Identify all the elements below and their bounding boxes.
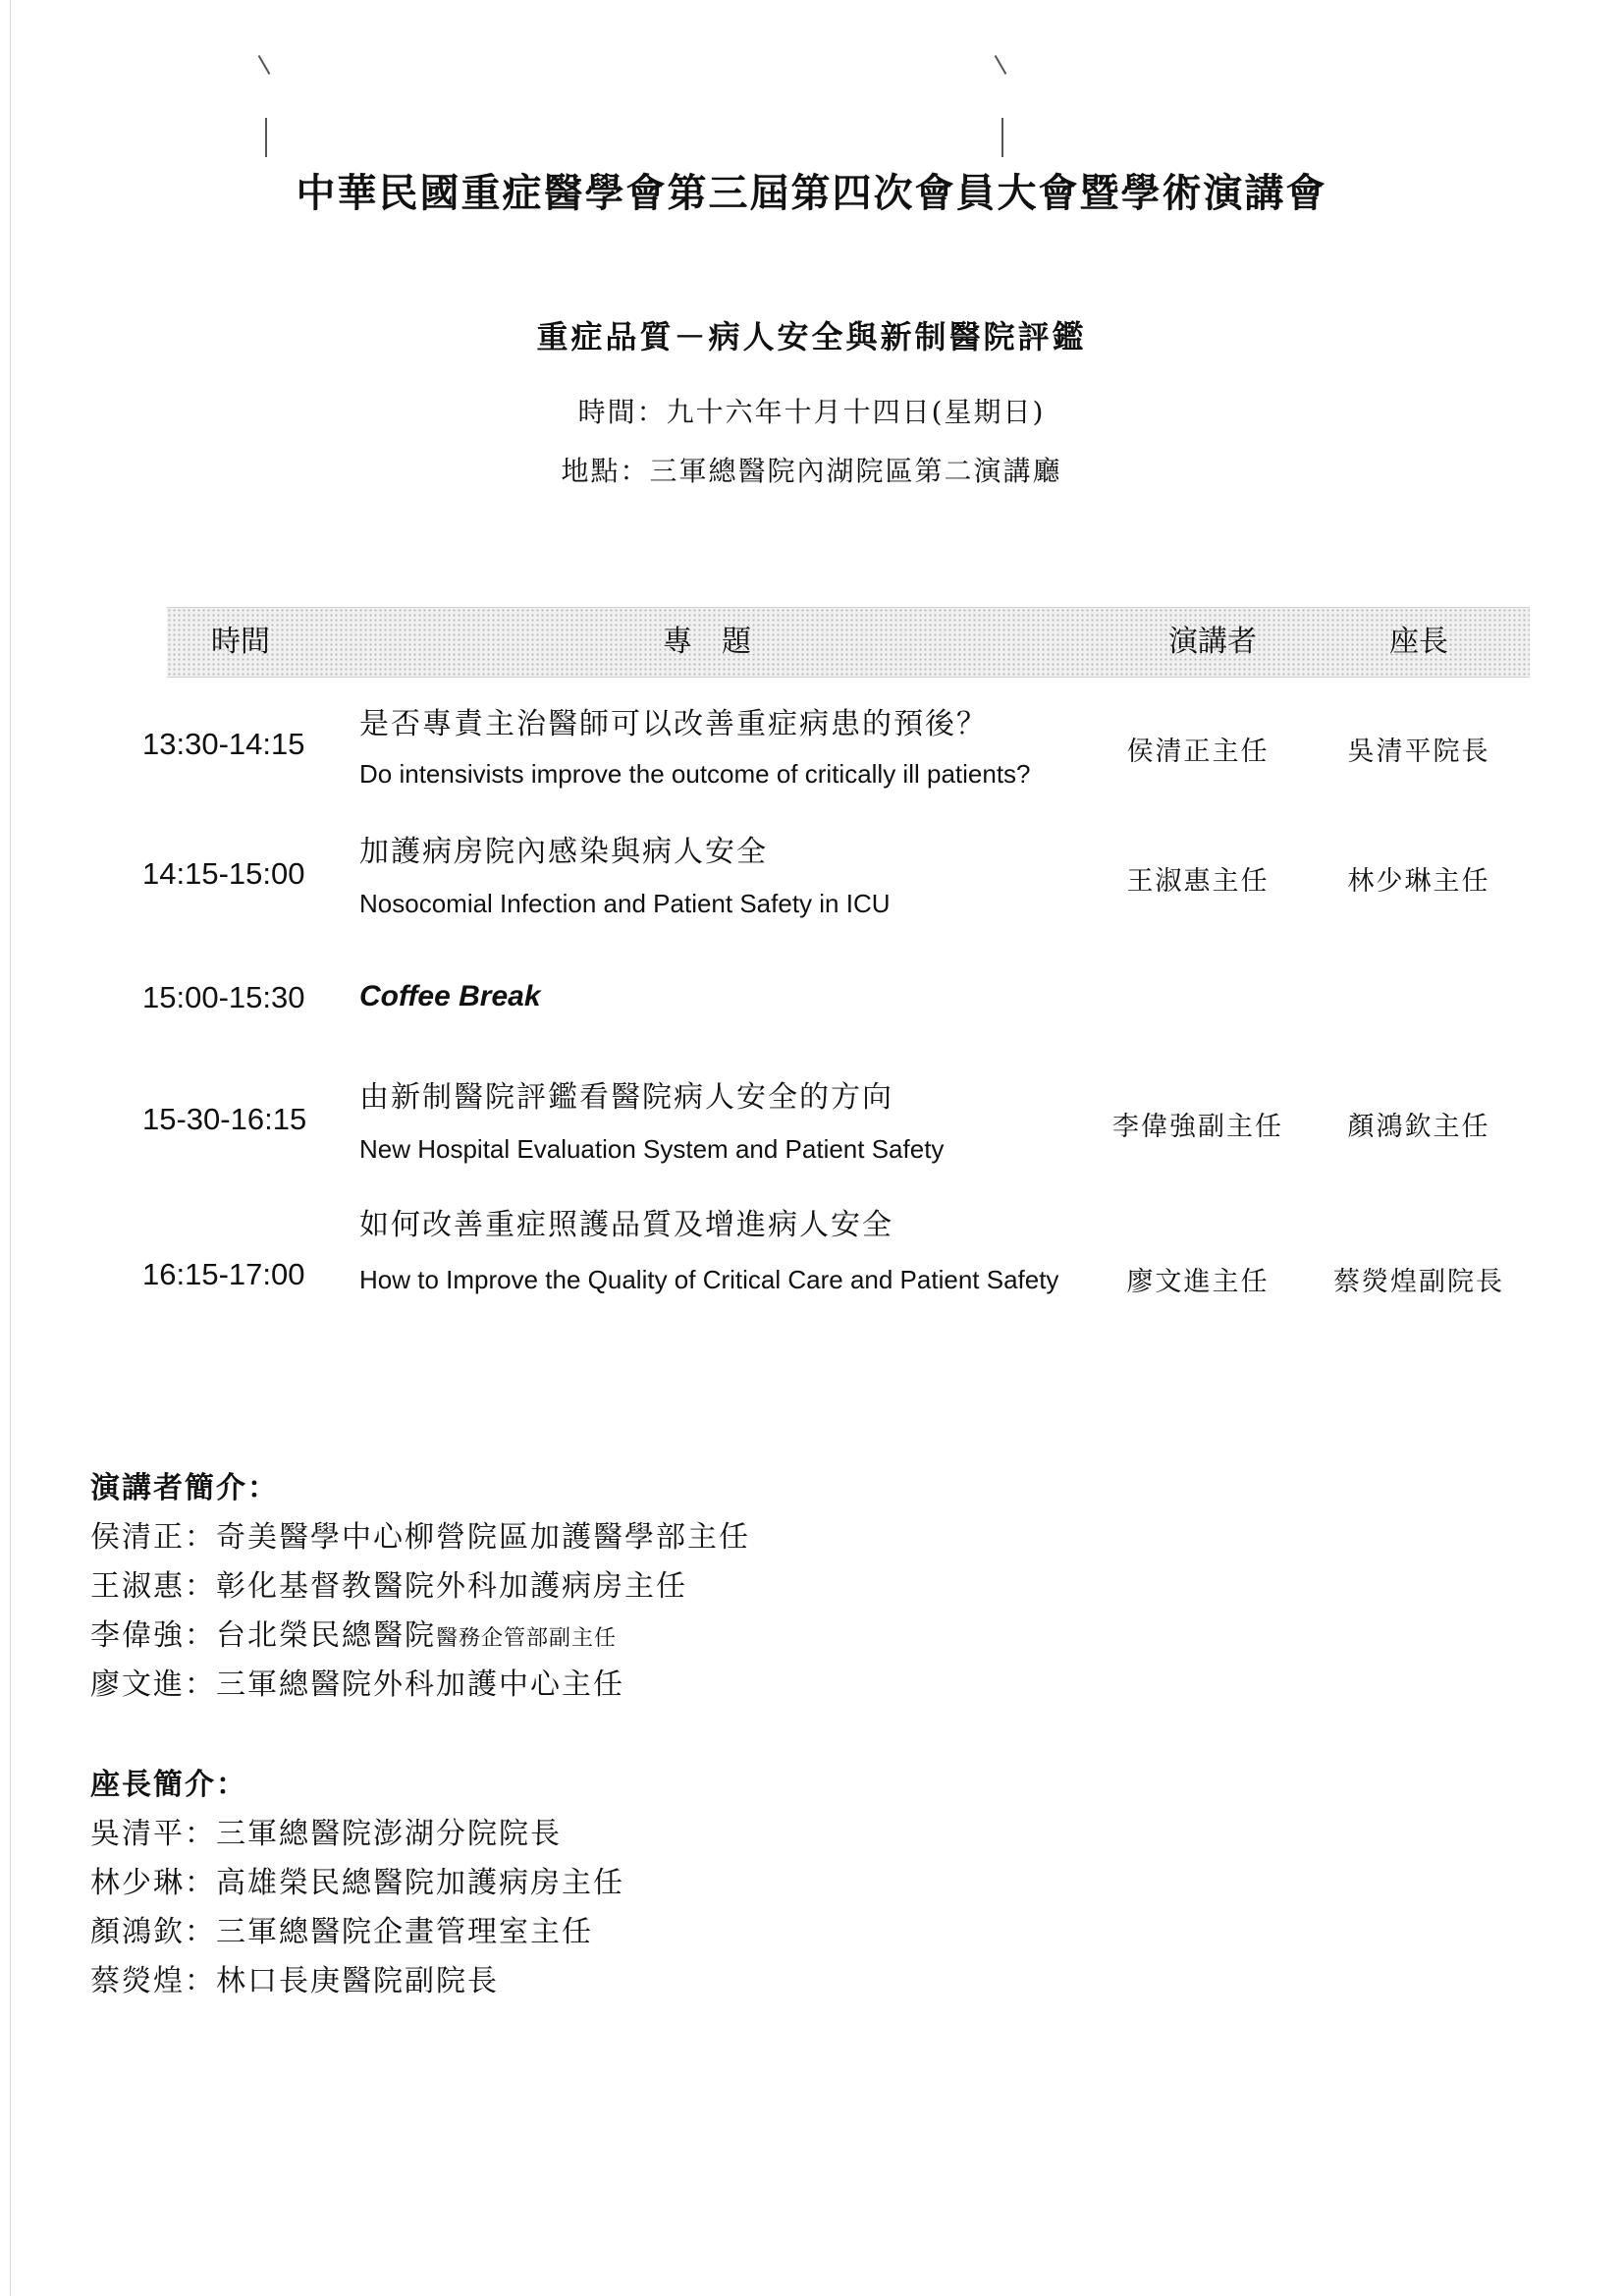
schedule-header <box>167 607 1530 678</box>
chair-bio: 顏鴻欽：三軍總醫院企畫管理室主任 <box>90 1915 593 1949</box>
session-speaker: 廖文進主任 <box>1126 1267 1270 1297</box>
session-time: 14:15-15:00 <box>142 856 305 891</box>
session-speaker: 李偉強副主任 <box>1112 1112 1283 1142</box>
session-chair: 顏鴻欽主任 <box>1347 1112 1490 1142</box>
page-subtitle: 重症品質－病人安全與新制醫院評鑑 <box>536 318 1087 355</box>
session-speaker: 侯清正主任 <box>1126 737 1270 767</box>
scan-mark <box>258 55 271 75</box>
header-time: 時間 <box>211 625 270 659</box>
scan-mark <box>995 55 1007 75</box>
scan-mark <box>265 118 267 157</box>
session-chair: 吳清平院長 <box>1347 737 1490 767</box>
session-time: 16:15-17:00 <box>142 1257 305 1291</box>
session-speaker: 王淑惠主任 <box>1126 866 1270 897</box>
session-topic-zh: 是否專責主治醫師可以改善重症病患的預後？ <box>359 707 988 741</box>
session-time: 15:00-15:30 <box>142 980 305 1014</box>
chair-bio: 蔡熒煌：林口長庚醫院副院長 <box>90 1964 499 1998</box>
session-topic-en: Nosocomial Infection and Patient Safety in ICU <box>359 889 891 918</box>
session-chair: 林少琳主任 <box>1347 866 1490 897</box>
speaker-bio-small: 醫務企管部副主任 <box>436 1626 618 1651</box>
chair-bio: 林少琳：高雄榮民總醫院加護病房主任 <box>90 1866 624 1900</box>
page-title: 中華民國重症醫學會第三屆第四次會員大會暨學術演講會 <box>296 170 1327 216</box>
coffee-break-label: Coffee Break <box>359 980 541 1012</box>
session-topic-zh: 如何改善重症照護品質及增進病人安全 <box>359 1208 893 1242</box>
session-topic-zh: 加護病房院內感染與病人安全 <box>359 835 768 869</box>
speaker-bio: 侯清正：奇美醫學中心柳營院區加護醫學部主任 <box>90 1520 750 1555</box>
speaker-bio-main: 李偉強：台北榮民總醫院 <box>90 1618 436 1653</box>
session-chair: 蔡熒煌副院長 <box>1333 1267 1504 1297</box>
date-line: 時間：九十六年十月十四日(星期日) <box>577 396 1046 428</box>
scan-mark <box>1001 118 1003 157</box>
header-topic: 專 題 <box>663 625 751 659</box>
header-speaker: 演講者 <box>1168 625 1257 659</box>
location-line: 地點：三軍總醫院內湖院區第二演講廳 <box>561 455 1062 487</box>
speaker-bio: 王淑惠：彰化基督教醫院外科加護病房主任 <box>90 1569 687 1604</box>
session-topic-en: Do intensivists improve the outcome of critically ill patients? <box>359 759 1031 789</box>
speaker-bio: 廖文進：三軍總醫院外科加護中心主任 <box>90 1667 624 1702</box>
session-topic-zh: 由新制醫院評鑑看醫院病人安全的方向 <box>359 1080 893 1115</box>
session-time: 13:30-14:15 <box>142 727 305 761</box>
session-topic-en: New Hospital Evaluation System and Patient Safety <box>359 1134 945 1164</box>
chairs-heading: 座長簡介： <box>90 1768 247 1802</box>
chair-bio: 吳清平：三軍總醫院澎湖分院院長 <box>90 1817 562 1851</box>
session-time: 15-30-16:15 <box>142 1102 307 1136</box>
speaker-bio <box>90 1611 617 1654</box>
header-chair: 座長 <box>1389 625 1448 659</box>
speakers-heading: 演講者簡介： <box>90 1471 279 1505</box>
session-topic-en: How to Improve the Quality of Critical Care and Patient Safety <box>359 1265 1059 1294</box>
